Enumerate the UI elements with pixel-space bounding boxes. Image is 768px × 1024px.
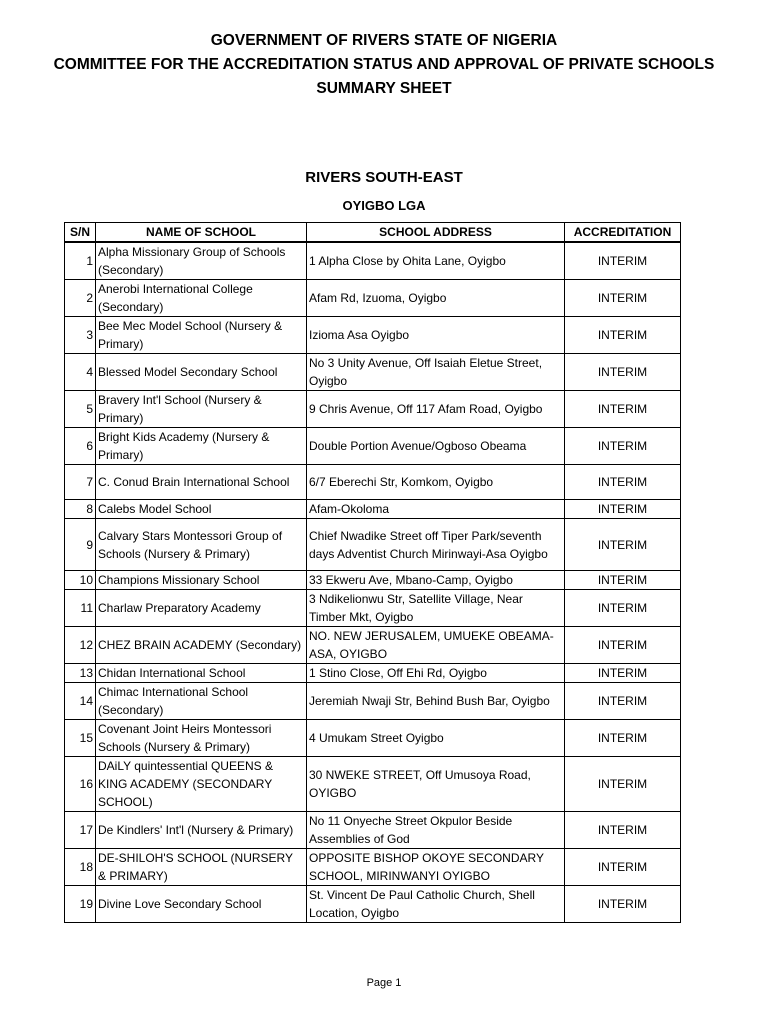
header-summary-sheet: SUMMARY SHEET xyxy=(316,80,452,97)
row-school-name: Bravery Int'l School (Nursery & Primary) xyxy=(96,391,307,428)
table-row xyxy=(65,627,681,664)
row-school-name: C. Conud Brain International School xyxy=(96,465,307,500)
column-header-sn: S/N xyxy=(65,223,96,243)
row-accreditation: INTERIM xyxy=(565,354,681,391)
table-row xyxy=(65,664,681,683)
row-school-name: Champions Missionary School xyxy=(96,571,307,590)
row-school-address: Jeremiah Nwaji Str, Behind Bush Bar, Oyigbo xyxy=(307,683,565,720)
row-school-address: Chief Nwadike Street off Tiper Park/seventh days Adventist Church Mirinwayi-Asa Oyigbo xyxy=(307,519,565,571)
row-school-address: 1 Stino Close, Off Ehi Rd, Oyigbo xyxy=(307,664,565,683)
row-school-name: Covenant Joint Heirs Montessori Schools (Nursery & Primary) xyxy=(96,720,307,757)
header-government: GOVERNMENT OF RIVERS STATE OF NIGERIA xyxy=(210,32,558,49)
row-accreditation: INTERIM xyxy=(565,519,681,571)
row-school-address: Afam Rd, Izuoma, Oyigbo xyxy=(307,280,565,317)
row-sn: 7 xyxy=(65,465,96,500)
table-row xyxy=(65,500,681,519)
column-header-address: SCHOOL ADDRESS xyxy=(307,223,565,243)
row-sn: 13 xyxy=(65,664,96,683)
row-school-name: Anerobi International College (Secondary) xyxy=(96,280,307,317)
row-school-name: Alpha Missionary Group of Schools (Secondary) xyxy=(96,242,307,280)
table-row xyxy=(65,590,681,627)
row-sn: 19 xyxy=(65,886,96,923)
lga-title: OYIGBO LGA xyxy=(342,198,426,213)
row-sn: 14 xyxy=(65,683,96,720)
row-school-name: Divine Love Secondary School xyxy=(96,886,307,923)
row-school-name: DAiLY quintessential QUEENS & KING ACADEMY (SECONDARY SCHOOL) xyxy=(96,757,307,812)
row-school-address: 33 Ekweru Ave, Mbano-Camp, Oyigbo xyxy=(307,571,565,590)
row-school-address: Afam-Okoloma xyxy=(307,500,565,519)
column-header-accreditation: ACCREDITATION xyxy=(565,223,681,243)
row-sn: 11 xyxy=(65,590,96,627)
row-accreditation: INTERIM xyxy=(565,720,681,757)
row-sn: 2 xyxy=(65,280,96,317)
table-row xyxy=(65,757,681,812)
row-school-address: 1 Alpha Close by Ohita Lane, Oyigbo xyxy=(307,242,565,280)
row-accreditation: INTERIM xyxy=(565,571,681,590)
row-sn: 16 xyxy=(65,757,96,812)
row-sn: 4 xyxy=(65,354,96,391)
row-sn: 10 xyxy=(65,571,96,590)
table-row xyxy=(65,683,681,720)
row-school-address: 9 Chris Avenue, Off 117 Afam Road, Oyigbo xyxy=(307,391,565,428)
row-school-name: Blessed Model Secondary School xyxy=(96,354,307,391)
table-row xyxy=(65,242,681,280)
row-sn: 8 xyxy=(65,500,96,519)
row-school-address: 6/7 Eberechi Str, Komkom, Oyigbo xyxy=(307,465,565,500)
row-school-address: 3 Ndikelionwu Str, Satellite Village, Near Timber Mkt, Oyigbo xyxy=(307,590,565,627)
table-row xyxy=(65,812,681,849)
row-sn: 12 xyxy=(65,627,96,664)
row-sn: 15 xyxy=(65,720,96,757)
row-school-address: Double Portion Avenue/Ogboso Obeama xyxy=(307,428,565,465)
row-accreditation: INTERIM xyxy=(565,590,681,627)
row-school-name: Chidan International School xyxy=(96,664,307,683)
row-accreditation: INTERIM xyxy=(565,664,681,683)
row-school-name: Bright Kids Academy (Nursery & Primary) xyxy=(96,428,307,465)
row-school-name: DE-SHILOH'S SCHOOL (NURSERY & PRIMARY) xyxy=(96,849,307,886)
row-school-address: 30 NWEKE STREET, Off Umusoya Road, OYIGBO xyxy=(307,757,565,812)
row-sn: 3 xyxy=(65,317,96,354)
header-committee: COMMITTEE FOR THE ACCREDITATION STATUS AND APPROVAL OF PRIVATE SCHOOLS xyxy=(53,56,715,73)
row-school-name: CHEZ BRAIN ACADEMY (Secondary) xyxy=(96,627,307,664)
row-accreditation: INTERIM xyxy=(565,500,681,519)
row-accreditation: INTERIM xyxy=(565,465,681,500)
row-school-address: 4 Umukam Street Oyigbo xyxy=(307,720,565,757)
table-row xyxy=(65,465,681,500)
row-school-address: No 3 Unity Avenue, Off Isaiah Eletue Street, Oyigbo xyxy=(307,354,565,391)
row-accreditation: INTERIM xyxy=(565,317,681,354)
table-row xyxy=(65,849,681,886)
row-accreditation: INTERIM xyxy=(565,757,681,812)
table-row xyxy=(65,886,681,923)
row-school-address: No 11 Onyeche Street Okpulor Beside Assemblies of God xyxy=(307,812,565,849)
column-header-name: NAME OF SCHOOL xyxy=(96,223,307,243)
row-school-address: St. Vincent De Paul Catholic Church, Shell Location, Oyigbo xyxy=(307,886,565,923)
table-row xyxy=(65,391,681,428)
row-school-name: Calvary Stars Montessori Group of Schools (Nursery & Primary) xyxy=(96,519,307,571)
row-accreditation: INTERIM xyxy=(565,280,681,317)
row-sn: 5 xyxy=(65,391,96,428)
row-school-address: NO. NEW JERUSALEM, UMUEKE OBEAMA-ASA, OYIGBO xyxy=(307,627,565,664)
table-row xyxy=(65,317,681,354)
row-school-name: Charlaw Preparatory Academy xyxy=(96,590,307,627)
table-row xyxy=(65,571,681,590)
table-row xyxy=(65,280,681,317)
row-school-name: De Kindlers' Int'l (Nursery & Primary) xyxy=(96,812,307,849)
table-row xyxy=(65,519,681,571)
row-school-name: Calebs Model School xyxy=(96,500,307,519)
row-sn: 9 xyxy=(65,519,96,571)
row-accreditation: INTERIM xyxy=(565,242,681,280)
row-school-address: Izioma Asa Oyigbo xyxy=(307,317,565,354)
row-accreditation: INTERIM xyxy=(565,886,681,923)
row-school-address: OPPOSITE BISHOP OKOYE SECONDARY SCHOOL, MIRINWANYI OYIGBO xyxy=(307,849,565,886)
region-title: RIVERS SOUTH-EAST xyxy=(305,169,463,186)
row-school-name: Chimac International School (Secondary) xyxy=(96,683,307,720)
row-sn: 17 xyxy=(65,812,96,849)
row-accreditation: INTERIM xyxy=(565,627,681,664)
table-row xyxy=(65,720,681,757)
table-header-row xyxy=(65,223,681,243)
row-accreditation: INTERIM xyxy=(565,812,681,849)
row-school-name: Bee Mec Model School (Nursery & Primary) xyxy=(96,317,307,354)
schools-table xyxy=(64,222,681,923)
table-row xyxy=(65,354,681,391)
row-accreditation: INTERIM xyxy=(565,391,681,428)
row-sn: 6 xyxy=(65,428,96,465)
row-accreditation: INTERIM xyxy=(565,683,681,720)
row-accreditation: INTERIM xyxy=(565,849,681,886)
row-sn: 1 xyxy=(65,242,96,280)
row-sn: 18 xyxy=(65,849,96,886)
table-row xyxy=(65,428,681,465)
page-number: Page 1 xyxy=(366,977,402,989)
row-accreditation: INTERIM xyxy=(565,428,681,465)
